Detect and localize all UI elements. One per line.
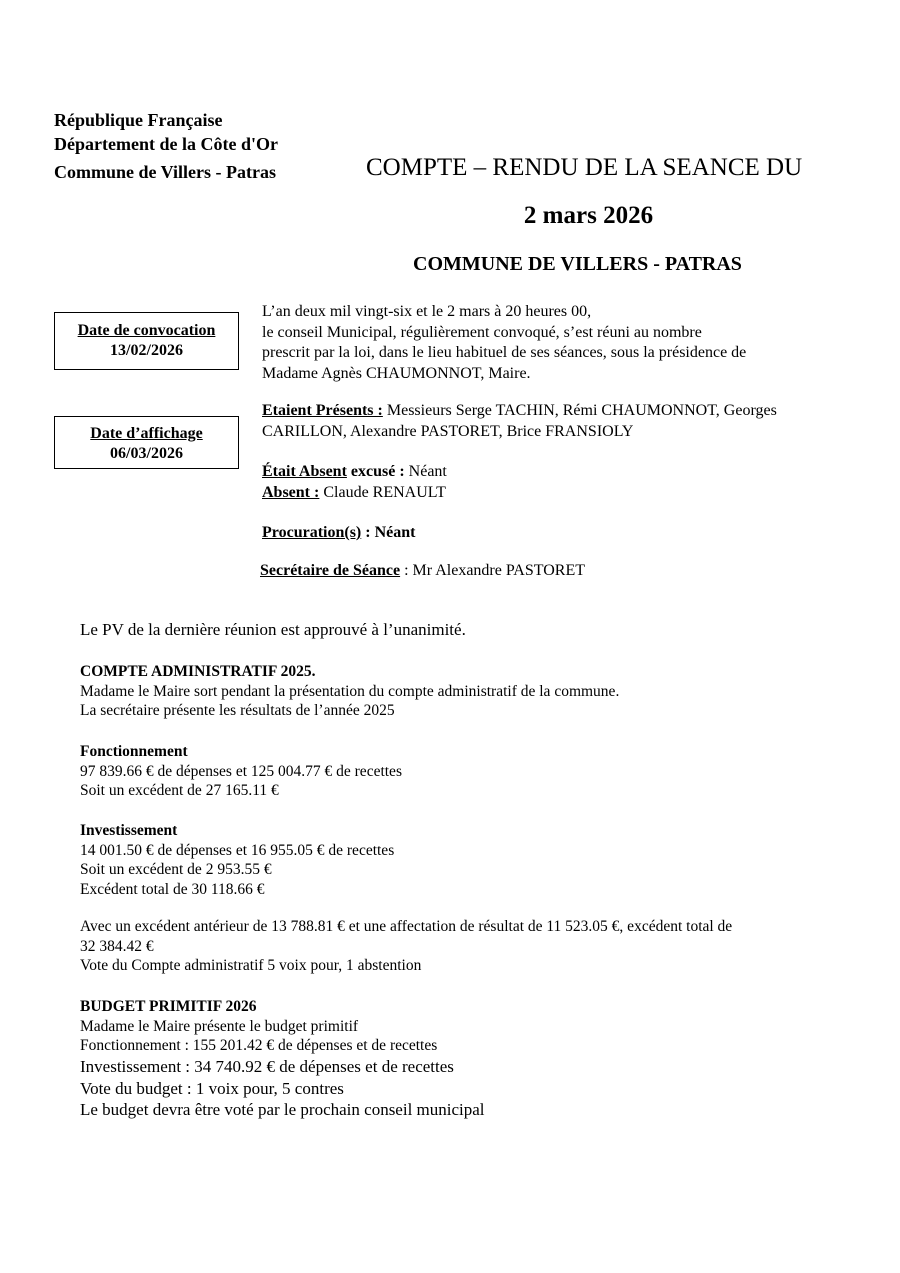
- pv-text: Le PV de la dernière réunion est approuvé à l’unanimité.: [80, 620, 466, 639]
- budget-primitif-continued: [80, 1056, 840, 1121]
- body-line: Vote du Compte administratif 5 voix pour, 1 abstention: [80, 957, 422, 974]
- header-departement: Département de la Côte d'Or: [54, 134, 278, 154]
- procuration-value: : Néant: [361, 524, 416, 541]
- body-line: Vote du budget : 1 voix pour, 5 contres: [80, 1078, 344, 1098]
- body-line: 14 001.50 € de dépenses et 16 955.05 € de recettes: [80, 841, 395, 859]
- secretaire-label: Secrétaire de Séance: [260, 562, 401, 579]
- body-line: Le budget devra être voté par le prochain conseil municipal: [80, 1100, 485, 1119]
- intro-line: L’an deux mil vingt-six et le 2 mars à 20 heures 00,: [262, 303, 592, 320]
- investissement-section: [80, 821, 840, 899]
- presents-paragraph: [262, 401, 862, 442]
- intro-paragraph: [262, 302, 862, 384]
- absent-excuse-value: Néant: [404, 463, 447, 480]
- absent-value: Claude RENAULT: [319, 483, 446, 501]
- body-line: Avec un excédent antérieur de 13 788.81 € et une affectation de résultat de 11 523.05 €, excédent total de: [80, 918, 733, 935]
- compte-administratif-section: [80, 662, 840, 721]
- body-line: 32 384.42 €: [80, 937, 154, 955]
- intro-line: le conseil Municipal, régulièrement convoqué, s’est réuni au nombre: [262, 323, 702, 341]
- body-line: Soit un excédent de 2 953.55 €: [80, 861, 272, 878]
- document-title: COMPTE – RENDU DE LA SEANCE DU: [366, 154, 803, 181]
- header-administrative: [54, 108, 278, 184]
- fonctionnement-section: [80, 742, 840, 801]
- pv-approval: [80, 619, 840, 641]
- body-line: Investissement : 34 740.92 € de dépenses et de recettes: [80, 1057, 454, 1076]
- body-line: Madame le Maire présente le budget primitif: [80, 1017, 359, 1035]
- absent-label: Absent :: [262, 483, 320, 501]
- section-heading: Fonctionnement: [80, 743, 188, 760]
- absent-excuse-label-rest: excusé :: [346, 463, 405, 480]
- convocation-label: Date de convocation: [77, 322, 216, 339]
- body-line: Fonctionnement : 155 201.42 € de dépenses et de recettes: [80, 1037, 438, 1054]
- affichage-box: [54, 416, 239, 469]
- convocation-date: 13/02/2026: [110, 342, 183, 359]
- absents-paragraph: [262, 462, 862, 503]
- secretaire-value: : Mr Alexandre PASTORET: [400, 562, 585, 579]
- secretaire-line: [260, 561, 860, 582]
- section-heading: COMPTE ADMINISTRATIF 2025.: [80, 663, 316, 680]
- total-section: [80, 917, 840, 976]
- presents-list: Messieurs Serge TACHIN, Rémi CHAUMONNOT, Georges: [382, 402, 777, 419]
- presents-list-continued: CARILLON, Alexandre PASTORET, Brice FRANSIOLY: [262, 422, 634, 440]
- body-line: Excédent total de 30 118.66 €: [80, 880, 265, 898]
- header-republique: République Française: [54, 110, 223, 130]
- budget-primitif-section: [80, 997, 840, 1056]
- body-line: 97 839.66 € de dépenses et 125 004.77 € de recettes: [80, 762, 402, 780]
- presents-label: Etaient Présents :: [262, 402, 383, 419]
- absent-excuse-label: Était Absent: [262, 463, 347, 480]
- section-heading: Investissement: [80, 822, 178, 839]
- affichage-label: Date d’affichage: [90, 425, 203, 442]
- body-line: Soit un excédent de 27 165.11 €: [80, 782, 279, 799]
- commune-title: COMMUNE DE VILLERS - PATRAS: [413, 253, 742, 275]
- intro-line: prescrit par la loi, dans le lieu habituel de ses séances, sous la présidence de: [262, 344, 747, 361]
- header-commune: Commune de Villers - Patras: [54, 162, 276, 182]
- procuration-line: [262, 523, 862, 544]
- affichage-date: 06/03/2026: [110, 445, 183, 462]
- body-line: La secrétaire présente les résultats de l’année 2025: [80, 702, 395, 719]
- section-heading: BUDGET PRIMITIF 2026: [80, 998, 257, 1015]
- procuration-label: Procuration(s): [262, 524, 362, 541]
- body-line: Madame le Maire sort pendant la présentation du compte administratif de la commune.: [80, 682, 620, 700]
- session-date: 2 mars 2026: [523, 202, 654, 229]
- intro-line: Madame Agnès CHAUMONNOT, Maire.: [262, 364, 531, 382]
- convocation-box: [54, 312, 239, 370]
